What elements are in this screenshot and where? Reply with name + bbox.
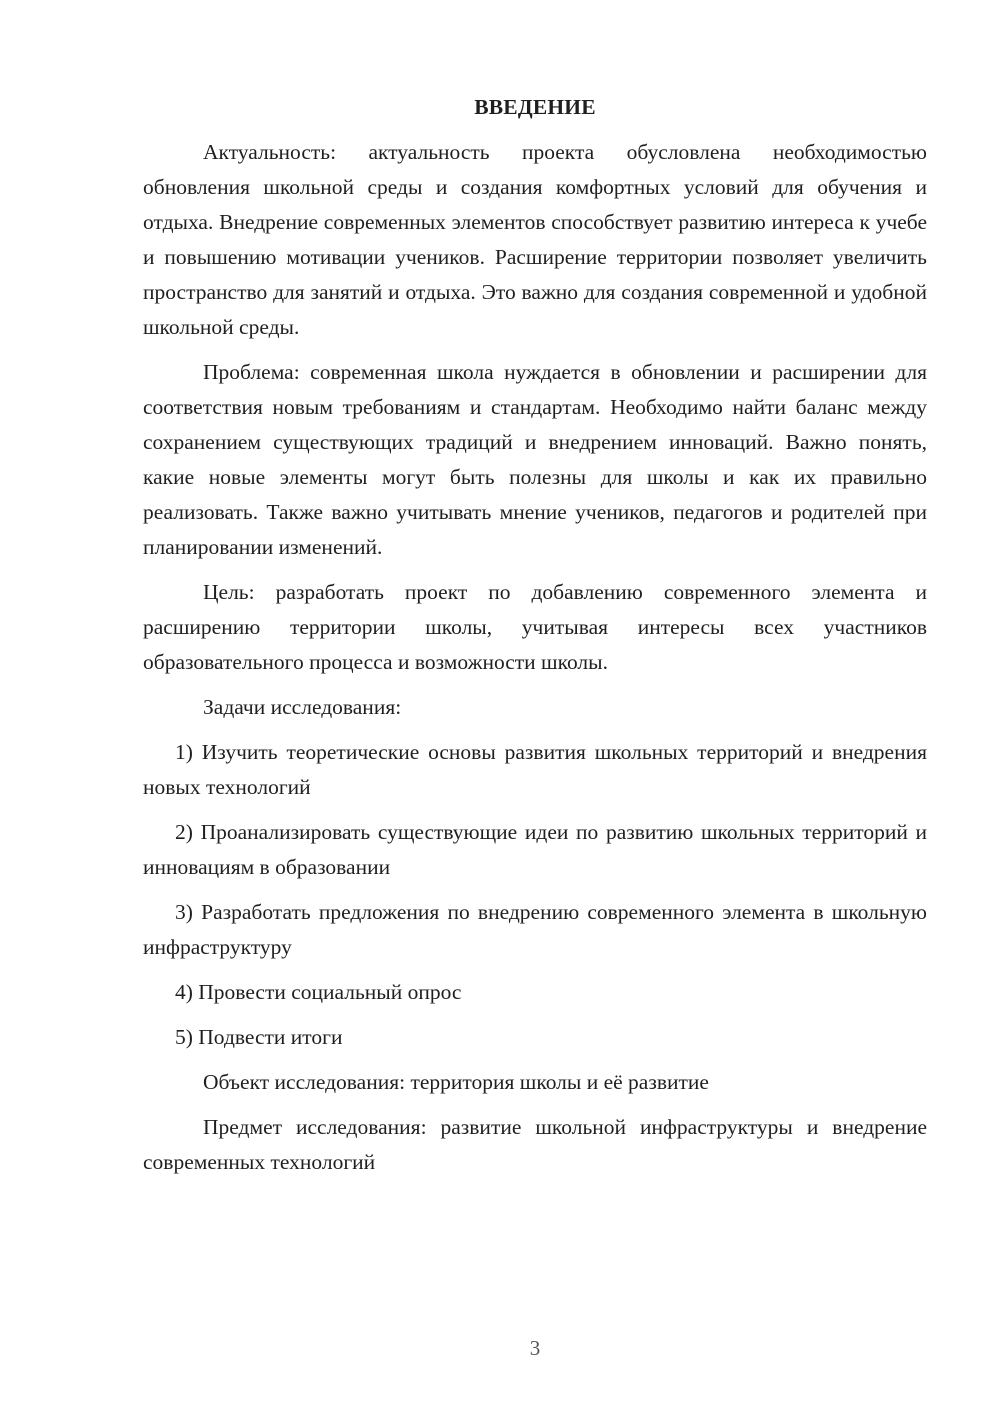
object-paragraph: Объект исследования: территория школы и её развитие (203, 1070, 709, 1094)
task-item: 5) Подвести итоги (175, 1025, 343, 1049)
document-body (143, 90, 927, 1190)
task-item: 4) Провести социальный опрос (175, 980, 462, 1004)
task-item: 2) Проанализировать существующие идеи по развитию школьных территорий и инновациям в образовании (143, 820, 927, 879)
problem-paragraph: Проблема: современная школа нуждается в обновлении и расширении для соответствия новым требованиям и стандартам. Необходимо найти баланс между сохранением существующих традиций и внедрением инноваций. Важно понять, какие новые элементы могут быть полезны для школы и как их правильно реализовать. Также важно учитывать мнение учеников, педагогов и родителей при планировании изменений. (143, 360, 927, 559)
page-number: 3 (529, 1336, 541, 1360)
task-item: 3) Разработать предложения по внедрению современного элемента в школьную инфраструктуру (143, 900, 927, 959)
goal-paragraph: Цель: разработать проект по добавлению современного элемента и расширению территории школы, учитывая интересы всех участников образовательного процесса и возможности школы. (143, 580, 927, 674)
tasks-heading: Задачи исследования: (203, 695, 402, 719)
relevance-paragraph: Актуальность: актуальность проекта обусловлена необходимостью обновления школьной среды и создания комфортных условий для обучения и отдыха. Внедрение современных элементов способствует развитию интереса к учебе и повышению мотивации учеников. Расширение территории позволяет увеличить пространство для занятий и отдыха. Это важно для создания современной и удобной школьной среды. (143, 140, 927, 339)
section-title: ВВЕДЕНИЕ (474, 95, 596, 119)
task-item: 1) Изучить теоретические основы развития школьных территорий и внедрения новых технологий (143, 740, 927, 799)
subject-paragraph: Предмет исследования: развитие школьной инфраструктуры и внедрение современных технологий (143, 1115, 927, 1174)
